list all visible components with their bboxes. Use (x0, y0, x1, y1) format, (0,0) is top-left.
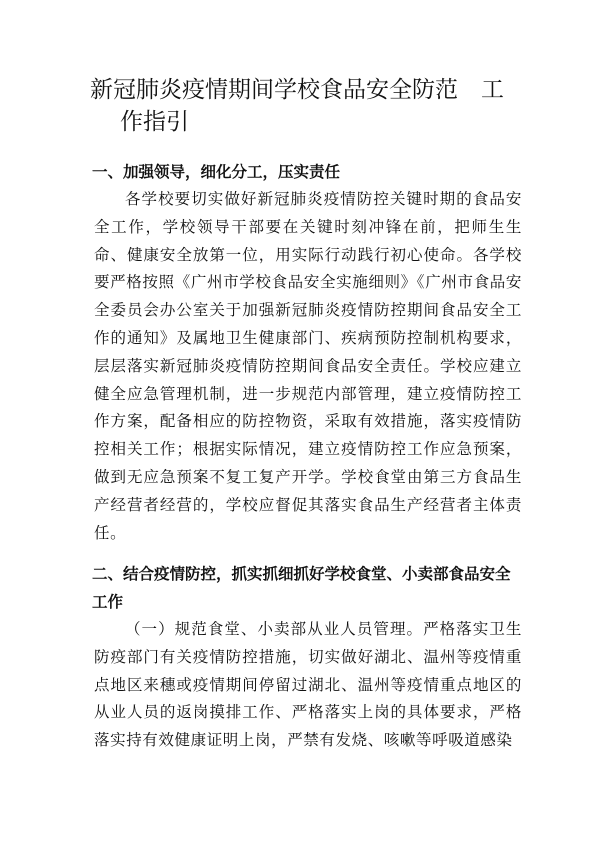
section-2-paragraph: （一）规范食堂、小卖部从业人员管理。严格落实卫生防疫部门有关疫情防控措施，切实做好湖北、温州等疫情重点地区来穗或疫情期间停留过湖北、温州等疫情重点地区的从业人员的返岗摸排工作、严格落实上岗的具体要求，严格落实持有效健康证明上岗，严禁有发烧、咳嗽等呼吸道感染 (94, 620, 522, 750)
title-line-1: 新冠肺炎疫情期间学校食品安全防范 工 (90, 77, 504, 103)
section-1-heading: 一、加强领导，细化分工，压实责任 (92, 163, 341, 181)
title-line-2: 作指引 (120, 109, 189, 135)
section-1-paragraph: 各学校要切实做好新冠肺炎疫情防控关键时期的食品安全工作，学校领导干部要在关键时刻冲锋在前，把师生生命、健康安全放第一位，用实际行动践行初心使命。各学校要严格按照《广州市学校食品安全实施细则》《广州市食品安全委员会办公室关于加强新冠肺炎疫情防控期间食品安全工作的通知》及属地卫生健康部门、疾病预防控制机构要求，层层落实新冠肺炎疫情防控期间食品安全责任。学校应建立健全应急管理机制，进一步规范内部管理，建立疫情防控工作方案，配备相应的防控物资，采取有效措施，落实疫情防控相关工作；根据实际情况，建立疫情防控工作应急预案，做到无应急预案不复工复产开学。学校食堂由第三方食品生产经营者经营的，学校应督促其落实食品生产经营者主体责任。 (94, 190, 522, 542)
document-title (90, 74, 530, 138)
section-2-heading: 二、结合疫情防控，抓实抓细抓好学校食堂、小卖部食品安全工作 (92, 565, 511, 611)
